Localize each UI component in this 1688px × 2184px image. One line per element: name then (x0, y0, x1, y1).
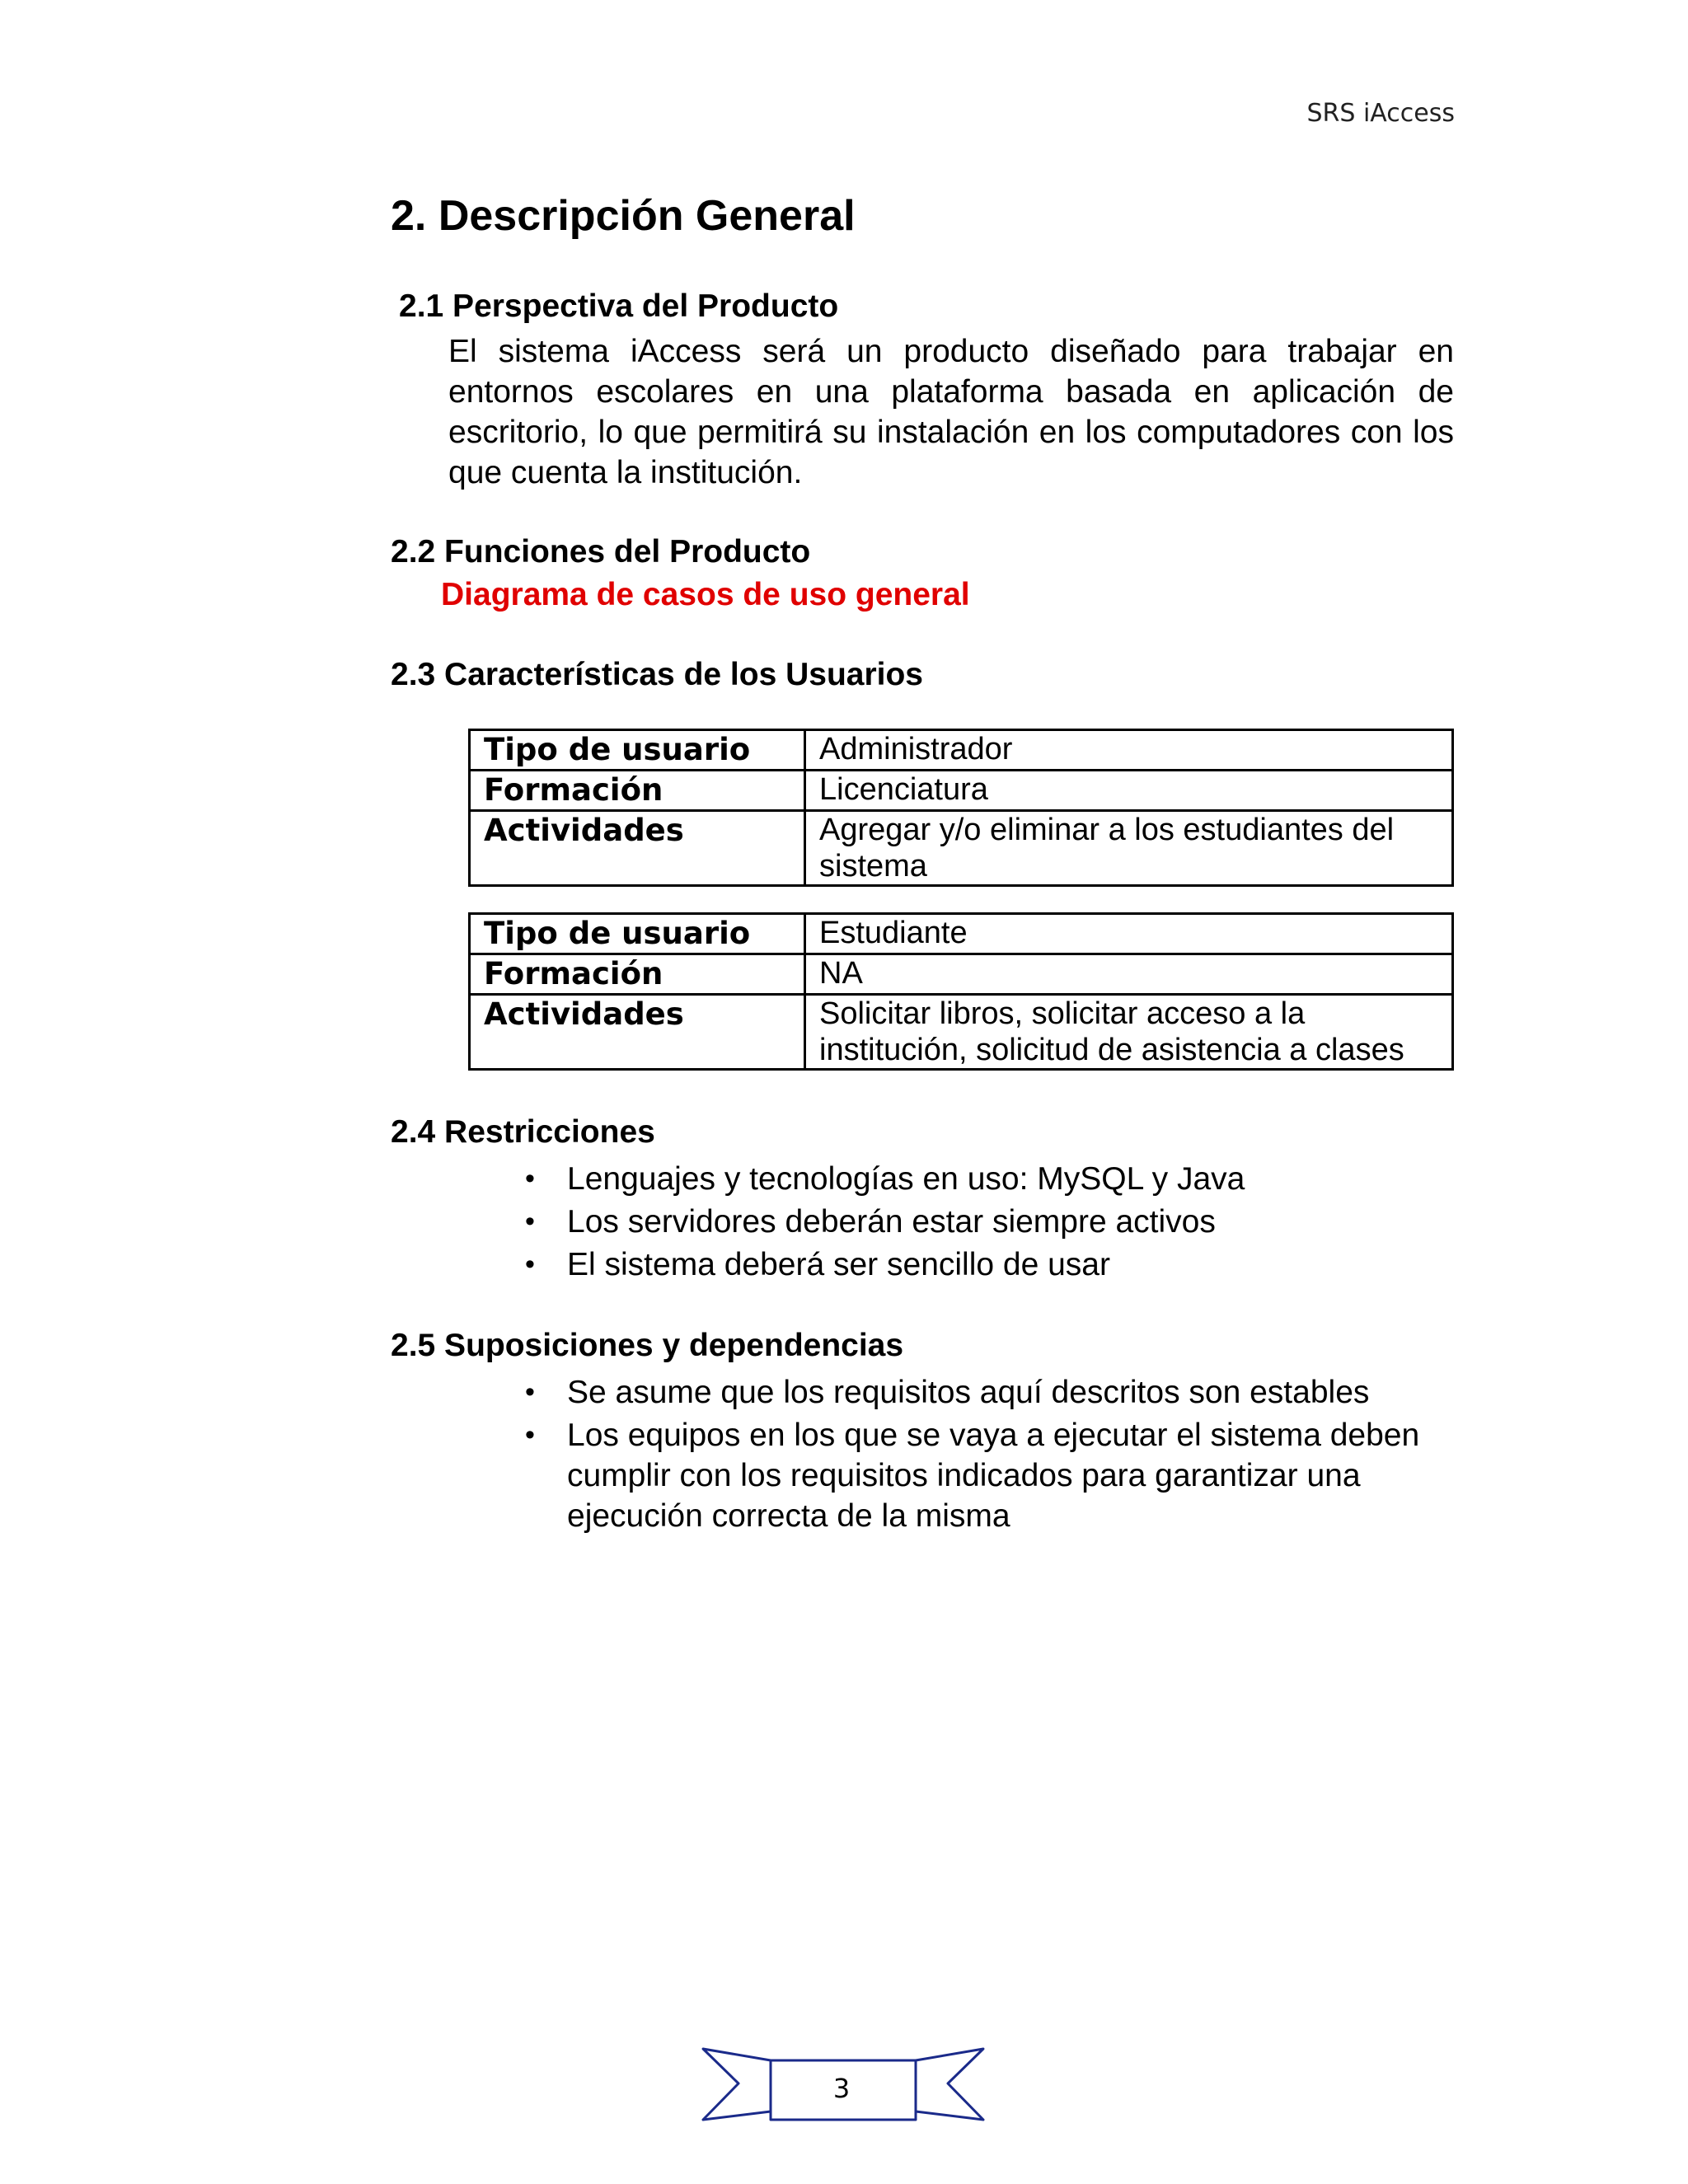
restrictions-list (525, 1159, 1465, 1287)
row-key: Tipo de usuario (470, 914, 805, 954)
user-table-admin (468, 729, 1454, 887)
bullet-icon: • (525, 1206, 535, 1237)
value-line: Solicitar libros, solicitar acceso a la (819, 996, 1306, 1031)
subsection-2-2-title: 2.2 Funciones del Producto (391, 534, 811, 569)
table-row (470, 995, 1453, 1070)
row-value: Estudiante (805, 914, 1453, 954)
user-table-student (468, 912, 1454, 1071)
bullet-icon: • (525, 1249, 535, 1280)
row-key: Formación (470, 771, 805, 811)
list-item-text: Se asume que los requisitos aquí descritos son estables (567, 1375, 1370, 1410)
row-value (805, 811, 1453, 886)
subsection-2-5-title: 2.5 Suposiciones y dependencias (391, 1328, 904, 1363)
bullet-icon: • (525, 1419, 535, 1451)
paragraph-line: El sistema iAccess será un producto diseñado para trabajar en (448, 334, 1454, 369)
list-item-text: Lenguajes y tecnologías en uso: MySQL y Java (567, 1161, 1245, 1197)
list-item-text: ejecución correcta de la misma (567, 1498, 1010, 1534)
row-value (805, 995, 1453, 1070)
value-line: Agregar y/o eliminar a los estudiantes del (819, 813, 1395, 847)
table-row (470, 914, 1453, 954)
assumptions-list (525, 1372, 1465, 1539)
list-item-text: cumplir con los requisitos indicados para garantizar una (567, 1458, 1361, 1493)
bullet-icon: • (525, 1376, 535, 1408)
subsection-2-3-title: 2.3 Características de los Usuarios (391, 657, 923, 692)
paragraph-line: que cuenta la institución. (448, 455, 803, 490)
table-row (470, 771, 1453, 811)
subsection-2-4-title: 2.4 Restricciones (391, 1114, 655, 1150)
subsection-2-1-title: 2.1 Perspectiva del Producto (399, 288, 839, 324)
row-key: Actividades (470, 811, 805, 886)
row-value: NA (805, 954, 1453, 995)
row-value: Administrador (805, 730, 1453, 771)
table-row (470, 811, 1453, 886)
paragraph-line: escritorio, lo que permitirá su instalación en los computadores con los (448, 415, 1454, 450)
row-key: Actividades (470, 995, 805, 1070)
value-line: sistema (819, 849, 927, 883)
use-case-diagram-reference: Diagrama de casos de uso general (441, 577, 970, 612)
bullet-icon: • (525, 1163, 535, 1194)
paragraph-line: entornos escolares en una plataforma basada en aplicación de (448, 374, 1454, 410)
row-key: Formación (470, 954, 805, 995)
perspective-paragraph (448, 331, 1454, 493)
list-item (525, 1244, 1465, 1285)
page-number: 3 (832, 2073, 851, 2104)
table-row (470, 730, 1453, 771)
running-header: SRS iAccess (1306, 99, 1455, 128)
row-key: Tipo de usuario (470, 730, 805, 771)
list-item (525, 1415, 1465, 1536)
list-item (525, 1159, 1465, 1199)
list-item (525, 1372, 1465, 1413)
list-item-text: El sistema deberá ser sencillo de usar (567, 1247, 1110, 1282)
table-row (470, 954, 1453, 995)
list-item-text: Los servidores deberán estar siempre activos (567, 1204, 1216, 1240)
row-value: Licenciatura (805, 771, 1453, 811)
section-title: 2. Descripción General (391, 192, 856, 240)
value-line: institución, solicitud de asistencia a clases (819, 1033, 1404, 1067)
list-item (525, 1202, 1465, 1242)
list-item-text: Los equipos en los que se vaya a ejecutar el sistema deben (567, 1418, 1420, 1453)
